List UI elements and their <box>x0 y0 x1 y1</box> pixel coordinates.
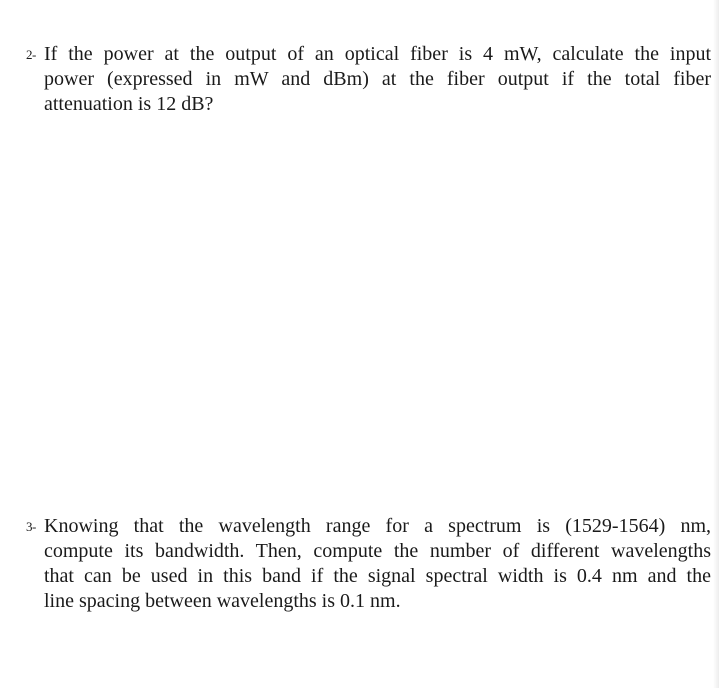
question-number: 2- <box>26 47 36 62</box>
question-text-line: power (expressed in mW and dBm) at the fiber output if the total fiber <box>44 68 711 90</box>
question-text-line: If the power at the output of an optical fiber is 4 mW, calculate the input <box>44 43 711 65</box>
question-text-line: compute its bandwidth. Then, compute the number of different wavelengths <box>44 540 711 562</box>
question-number: 3- <box>26 519 36 534</box>
page-edge-shadow <box>713 0 719 688</box>
question-text-line: Knowing that the wavelength range for a spectrum is (1529-1564) nm, <box>44 515 711 537</box>
question-text-line: attenuation is 12 dB? <box>44 93 214 115</box>
question-text-line: that can be used in this band if the signal spectral width is 0.4 nm and the <box>44 565 711 587</box>
question-3 <box>26 514 711 614</box>
question-2 <box>26 42 711 117</box>
question-text-line: line spacing between wavelengths is 0.1 nm. <box>44 590 401 612</box>
